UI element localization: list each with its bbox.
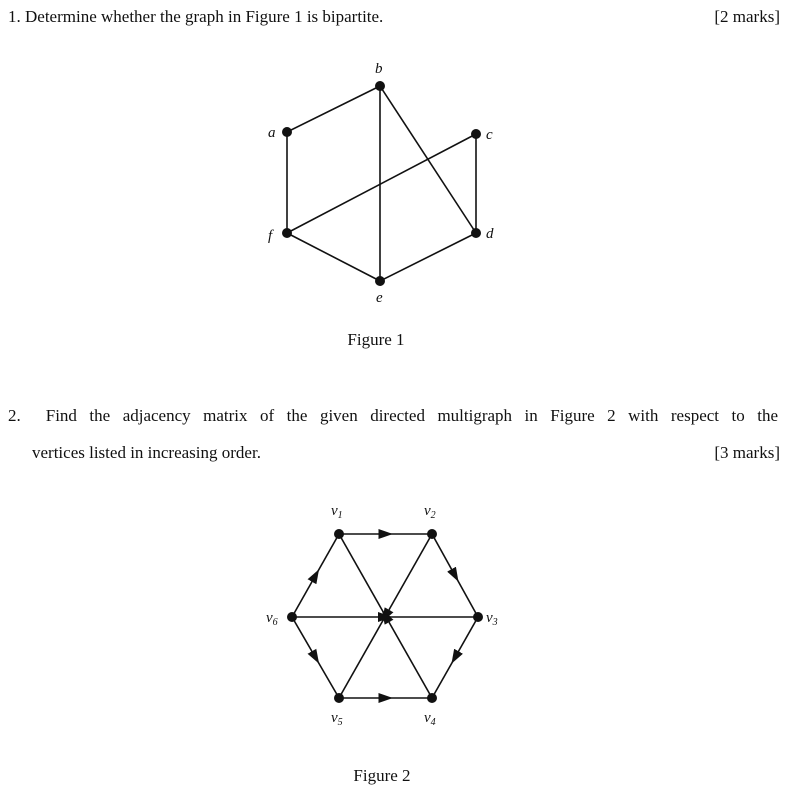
vertex-label-v4: $v_4$ xyxy=(424,710,436,728)
vertex-v3 xyxy=(473,612,483,622)
vertex-label-v1: $v_1$ xyxy=(331,503,343,521)
vertex-label-v3: $v_3$ xyxy=(486,610,498,628)
question-1-marks: [2 marks] xyxy=(714,7,780,26)
arc-v2-v3 xyxy=(432,534,478,617)
vertex-v6 xyxy=(287,612,297,622)
arc-v3-v4 xyxy=(432,617,478,698)
vertex-label-d: d xyxy=(486,226,494,242)
question-2-number: 2. xyxy=(8,406,21,425)
vertex-label-c: c xyxy=(486,127,493,143)
vertex-v2 xyxy=(427,529,437,539)
vertex-label-e: e xyxy=(376,290,383,306)
vertex-label-b: b xyxy=(375,61,383,77)
vertex-label-v6: $v_6$ xyxy=(266,610,278,628)
vertex-label-v2: $v_2$ xyxy=(424,503,436,521)
question-2-prompt-1: Find the adjacency matrix of the given directed multigraph in Figure 2 with respect to the xyxy=(45,406,778,425)
vertex-label-v5: $v_5$ xyxy=(331,710,343,728)
vertex-v4 xyxy=(427,693,437,703)
vertex-label-a: a xyxy=(268,125,276,141)
vertex-v5 xyxy=(334,693,344,703)
question-2-marks: [3 marks] xyxy=(714,443,780,462)
question-2-prompt-2: vertices listed in increasing order. xyxy=(32,443,261,462)
figure-1-caption: Figure 1 xyxy=(347,330,405,349)
figure-2-caption: Figure 2 xyxy=(353,766,411,785)
question-1-number: 1. xyxy=(8,7,21,26)
question-1-prompt: Determine whether the graph in Figure 1 is bipartite. xyxy=(25,7,384,26)
vertex-v1 xyxy=(334,529,344,539)
vertex-label-f: f xyxy=(268,228,273,244)
arc-v6-v1 xyxy=(292,534,339,617)
arc-v6-v5 xyxy=(292,617,339,698)
